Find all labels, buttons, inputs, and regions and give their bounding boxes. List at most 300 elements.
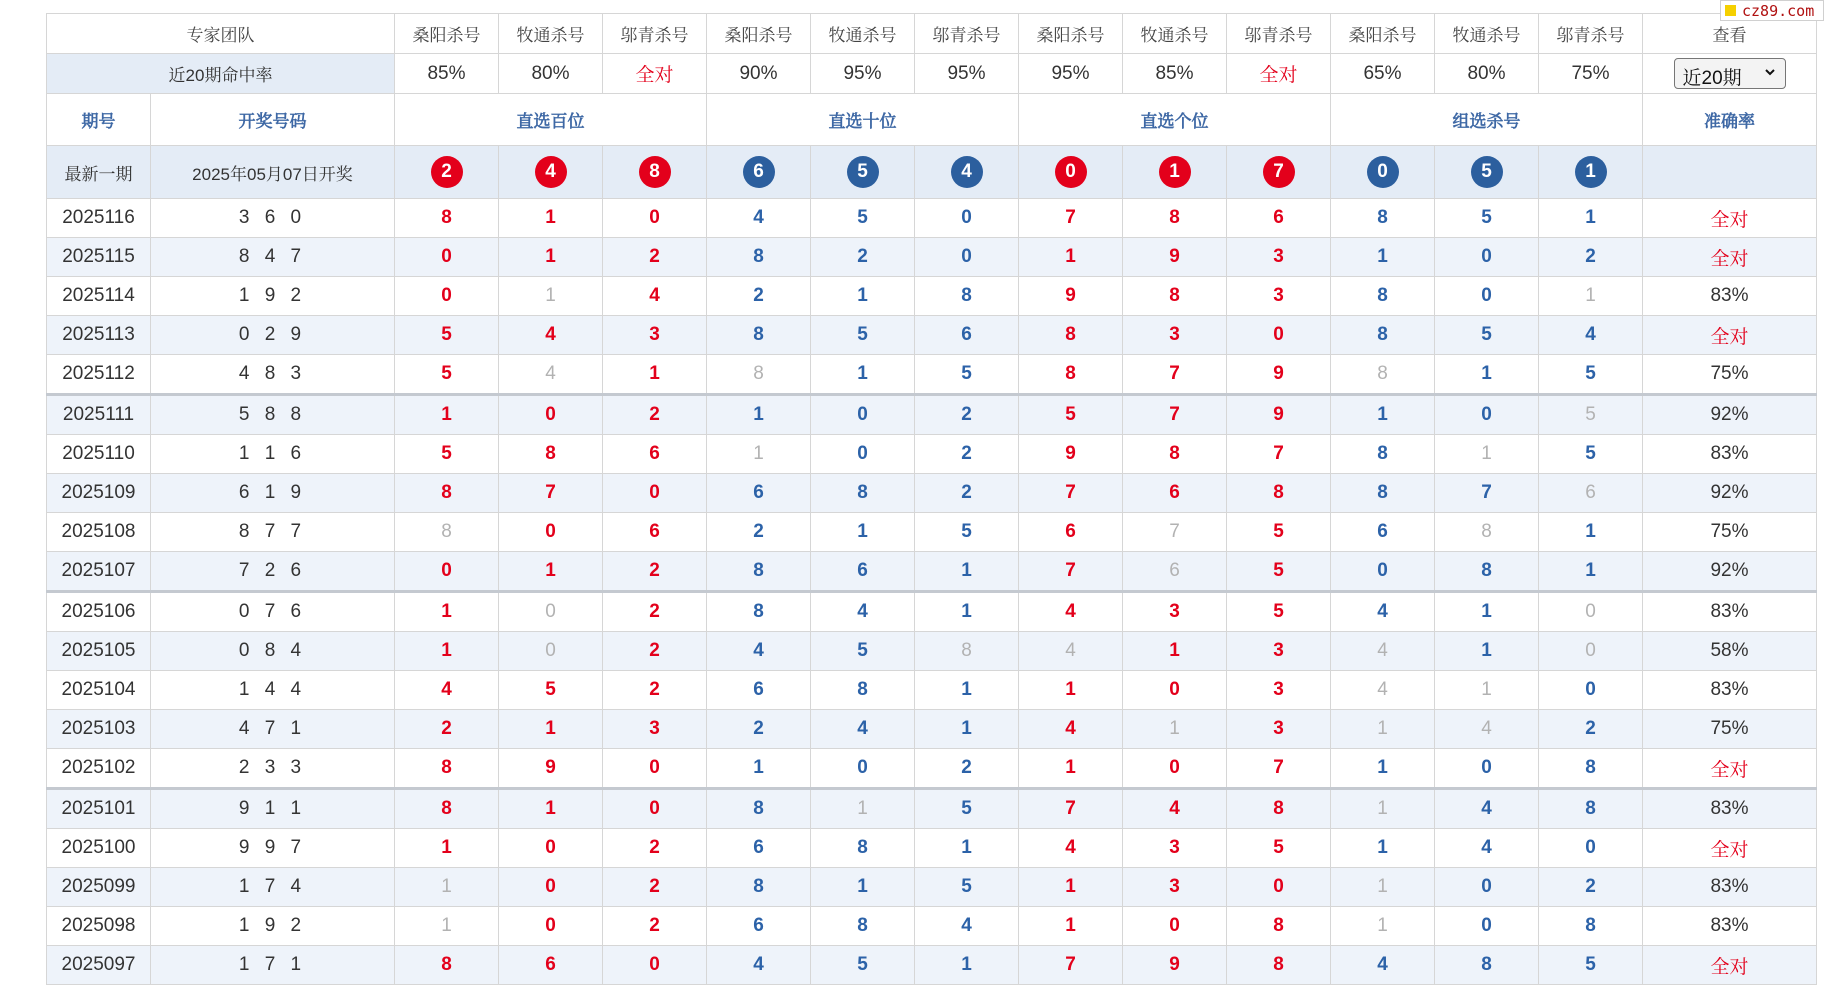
group-header-tens: 直选十位 [707,94,1019,146]
kill-number: 2 [603,592,707,632]
kill-number: 1 [1331,829,1435,868]
expert-name: 牧通杀号 [1435,14,1539,54]
kill-number: 0 [395,277,499,316]
kill-number: 8 [915,632,1019,671]
winning-code: 1 9 2 [151,277,395,316]
kill-number: 1 [499,710,603,749]
kill-number: 1 [707,395,811,435]
kill-number: 8 [395,749,499,789]
kill-number: 2 [1539,710,1643,749]
chevron-down-icon [1763,64,1777,80]
kill-number: 5 [811,946,915,985]
draw-ball: 5 [847,156,879,188]
expert-name: 牧通杀号 [499,14,603,54]
kill-number: 8 [1435,513,1539,552]
kill-number: 5 [1227,513,1331,552]
table-row [47,632,1817,671]
kill-number: 5 [1227,552,1331,592]
kill-number: 1 [1435,671,1539,710]
kill-number: 8 [1539,749,1643,789]
kill-number: 6 [1227,199,1331,238]
kill-number: 3 [1227,238,1331,277]
table-row [47,710,1817,749]
expert-name: 桑阳杀号 [707,14,811,54]
accuracy-column-header: 准确率 [1643,94,1817,146]
kill-number: 1 [1019,749,1123,789]
winning-code: 3 6 0 [151,199,395,238]
logo-square-icon [1725,5,1736,16]
kill-number: 6 [1123,552,1227,592]
kill-number: 5 [499,671,603,710]
accuracy-value: 83% [1643,277,1817,316]
kill-number: 7 [1019,199,1123,238]
kill-number: 1 [1331,868,1435,907]
draw-ball: 4 [951,156,983,188]
issue-number: 2025113 [47,316,151,355]
kill-number: 3 [1123,592,1227,632]
draw-ball: 6 [743,156,775,188]
kill-number: 0 [395,238,499,277]
kill-number: 0 [1123,749,1227,789]
kill-number: 8 [395,513,499,552]
kill-number: 5 [1539,395,1643,435]
kill-number: 6 [1539,474,1643,513]
issue-number: 2025108 [47,513,151,552]
kill-number: 9 [499,749,603,789]
kill-number: 2 [603,552,707,592]
accuracy-value: 58% [1643,632,1817,671]
kill-number: 1 [915,592,1019,632]
kill-number: 8 [707,789,811,829]
kill-number: 4 [499,316,603,355]
issue-number: 2025110 [47,435,151,474]
kill-number: 0 [915,199,1019,238]
kill-number: 5 [915,513,1019,552]
hit-rate: 75% [1539,54,1643,94]
table-row [47,199,1817,238]
accuracy-value: 75% [1643,355,1817,395]
latest-ball-cell [1539,146,1643,199]
kill-number: 6 [1019,513,1123,552]
kill-number: 0 [499,632,603,671]
latest-ball-cell [395,146,499,199]
kill-number: 3 [603,316,707,355]
hit-rate: 65% [1331,54,1435,94]
accuracy-value: 83% [1643,907,1817,946]
winning-code: 4 8 3 [151,355,395,395]
kill-number: 0 [1435,907,1539,946]
kill-number: 8 [1227,946,1331,985]
kill-number: 1 [1019,671,1123,710]
expert-name: 桑阳杀号 [1331,14,1435,54]
kill-number: 1 [811,868,915,907]
kill-number: 1 [915,829,1019,868]
winning-code: 6 1 9 [151,474,395,513]
kill-number: 1 [499,277,603,316]
draw-ball: 1 [1159,156,1191,188]
draw-ball: 4 [535,156,567,188]
kill-number: 7 [1123,395,1227,435]
kill-number: 8 [707,592,811,632]
latest-ball-cell [707,146,811,199]
kill-number: 1 [1331,749,1435,789]
draw-ball: 0 [1055,156,1087,188]
table-row [47,277,1817,316]
kill-number: 1 [395,395,499,435]
kill-number: 3 [1227,710,1331,749]
kill-number: 8 [1331,435,1435,474]
winning-code: 1 1 6 [151,435,395,474]
kill-number: 4 [1019,592,1123,632]
kill-number: 7 [1019,552,1123,592]
kill-number: 8 [915,277,1019,316]
kill-number: 0 [1539,671,1643,710]
kill-number: 0 [1539,632,1643,671]
kill-number: 8 [1539,907,1643,946]
kill-number: 6 [603,513,707,552]
kill-number: 1 [1123,632,1227,671]
kill-number: 0 [811,395,915,435]
kill-number: 8 [707,868,811,907]
kill-number: 1 [707,749,811,789]
accuracy-value: 92% [1643,474,1817,513]
kill-number: 6 [707,907,811,946]
hit-rate: 全对 [1227,54,1331,94]
issue-number: 2025101 [47,789,151,829]
kill-number: 8 [1435,946,1539,985]
kill-number: 1 [1435,355,1539,395]
expert-team-label: 专家团队 [47,14,395,54]
kill-number: 0 [603,474,707,513]
draw-ball: 2 [431,156,463,188]
winning-code: 5 8 8 [151,395,395,435]
kill-number: 9 [1019,277,1123,316]
kill-number: 1 [395,907,499,946]
hit-rate: 90% [707,54,811,94]
kill-number: 8 [1019,355,1123,395]
hit-rate-label: 近20期命中率 [47,54,395,94]
issue-number: 2025111 [47,395,151,435]
expert-name: 邬青杀号 [1539,14,1643,54]
kill-number: 2 [915,749,1019,789]
period-select-value: 近20期 [1682,68,1742,89]
kill-number: 2 [707,513,811,552]
hit-rate: 80% [499,54,603,94]
site-logo[interactable] [1720,0,1824,21]
kill-number: 8 [1331,199,1435,238]
kill-number: 0 [1331,552,1435,592]
hit-rate: 85% [1123,54,1227,94]
kill-number: 1 [1331,395,1435,435]
kill-number: 4 [1435,789,1539,829]
table-row [47,513,1817,552]
kill-number: 4 [1019,710,1123,749]
period-select[interactable] [1674,58,1786,89]
expert-name: 邬青杀号 [1227,14,1331,54]
kill-number: 9 [1227,395,1331,435]
kill-number: 6 [707,474,811,513]
kill-number: 1 [1435,592,1539,632]
kill-number: 8 [707,355,811,395]
accuracy-value: 83% [1643,435,1817,474]
kill-number: 0 [915,238,1019,277]
table-row [47,868,1817,907]
expert-name: 邬青杀号 [603,14,707,54]
kill-number: 0 [603,789,707,829]
kill-number: 1 [1539,552,1643,592]
kill-number: 3 [1123,868,1227,907]
issue-number: 2025116 [47,199,151,238]
draw-ball: 5 [1471,156,1503,188]
hit-rate: 全对 [603,54,707,94]
accuracy-value: 全对 [1643,749,1817,789]
kill-number: 5 [811,632,915,671]
kill-number: 1 [1435,435,1539,474]
kill-number: 1 [915,946,1019,985]
kill-number: 7 [499,474,603,513]
kill-number: 2 [915,435,1019,474]
hit-rate: 95% [915,54,1019,94]
kill-number: 8 [811,671,915,710]
kill-number: 4 [707,946,811,985]
kill-number: 5 [1539,435,1643,474]
hit-rate-row [47,54,1817,94]
kill-number: 4 [707,632,811,671]
issue-number: 2025100 [47,829,151,868]
kill-number: 1 [395,632,499,671]
kill-number: 1 [1331,907,1435,946]
table-row [47,907,1817,946]
kill-number: 8 [395,474,499,513]
kill-number: 4 [1435,829,1539,868]
kill-number: 7 [1227,749,1331,789]
issue-number: 2025098 [47,907,151,946]
kill-number: 1 [811,355,915,395]
kill-number: 8 [1227,789,1331,829]
kill-number: 6 [707,671,811,710]
latest-empty-cell [1643,146,1817,199]
kill-number: 6 [915,316,1019,355]
issue-number: 2025114 [47,277,151,316]
kill-number: 8 [1123,435,1227,474]
kill-number: 5 [811,199,915,238]
kill-number: 1 [1435,632,1539,671]
kill-number: 1 [811,513,915,552]
kill-number: 1 [499,552,603,592]
kill-number: 0 [1435,277,1539,316]
winning-code: 1 7 1 [151,946,395,985]
expert-name: 牧通杀号 [1123,14,1227,54]
winning-code: 1 9 2 [151,907,395,946]
kill-number: 7 [1019,946,1123,985]
kill-number: 2 [1539,238,1643,277]
kill-number: 8 [1331,316,1435,355]
kill-number: 0 [603,946,707,985]
kill-number: 2 [603,671,707,710]
accuracy-value: 83% [1643,592,1817,632]
kill-number: 4 [1435,710,1539,749]
kill-number: 8 [1019,316,1123,355]
winning-code: 0 7 6 [151,592,395,632]
kill-number: 1 [395,829,499,868]
kill-number: 0 [395,552,499,592]
kill-number: 0 [499,513,603,552]
kill-number: 8 [1331,474,1435,513]
kill-number: 0 [1435,868,1539,907]
kill-number: 1 [1539,199,1643,238]
kill-number: 6 [811,552,915,592]
kill-number: 8 [1331,355,1435,395]
winning-code: 8 7 7 [151,513,395,552]
draw-ball: 1 [1575,156,1607,188]
issue-number: 2025103 [47,710,151,749]
kill-number: 5 [395,316,499,355]
hit-rate: 80% [1435,54,1539,94]
kill-number: 8 [395,199,499,238]
kill-number: 7 [1123,355,1227,395]
kill-number: 2 [707,710,811,749]
draw-ball: 8 [639,156,671,188]
kill-number: 8 [811,474,915,513]
accuracy-value: 92% [1643,552,1817,592]
latest-ball-cell [811,146,915,199]
kill-number: 4 [1019,829,1123,868]
kill-number: 2 [603,632,707,671]
kill-number: 1 [915,671,1019,710]
kill-number: 5 [395,355,499,395]
kill-number: 8 [395,789,499,829]
table-row [47,316,1817,355]
issue-number: 2025115 [47,238,151,277]
issue-number: 2025102 [47,749,151,789]
kill-number: 1 [707,435,811,474]
expert-name: 邬青杀号 [915,14,1019,54]
kill-number: 2 [603,907,707,946]
kill-number: 1 [1019,868,1123,907]
kill-number: 1 [395,592,499,632]
kill-number: 2 [603,868,707,907]
kill-number: 6 [1331,513,1435,552]
kill-number: 1 [1123,710,1227,749]
winning-code: 1 7 4 [151,868,395,907]
latest-ball-cell [603,146,707,199]
kill-number: 3 [1123,829,1227,868]
group-header-group-kill: 组选杀号 [1331,94,1643,146]
kill-number: 5 [1539,355,1643,395]
latest-ball-cell [1227,146,1331,199]
winning-code: 9 1 1 [151,789,395,829]
kill-number: 6 [707,829,811,868]
code-column-header: 开奖号码 [151,94,395,146]
draw-ball: 7 [1263,156,1295,188]
winning-code: 7 2 6 [151,552,395,592]
kill-number: 9 [1227,355,1331,395]
kill-number: 0 [1539,592,1643,632]
kill-number: 0 [499,868,603,907]
issue-number: 2025109 [47,474,151,513]
kill-number: 5 [1435,316,1539,355]
kill-number: 4 [1331,946,1435,985]
kill-number: 2 [603,395,707,435]
issue-number: 2025106 [47,592,151,632]
kill-number: 2 [603,238,707,277]
issue-number: 2025104 [47,671,151,710]
view-label: 查看 [1643,14,1817,54]
latest-draw-row [47,146,1817,199]
kill-number: 8 [1123,199,1227,238]
kill-number: 0 [1227,316,1331,355]
kill-number: 9 [1123,946,1227,985]
kill-number: 2 [1539,868,1643,907]
kill-number: 1 [1331,710,1435,749]
table-row [47,671,1817,710]
accuracy-value: 75% [1643,710,1817,749]
winning-code: 1 4 4 [151,671,395,710]
expert-name: 桑阳杀号 [1019,14,1123,54]
kill-number: 7 [1123,513,1227,552]
kill-number: 4 [707,199,811,238]
kill-number: 8 [499,435,603,474]
kill-number: 1 [1331,238,1435,277]
kill-number: 2 [915,395,1019,435]
kill-number: 8 [1331,277,1435,316]
kill-number: 5 [1227,592,1331,632]
kill-number: 3 [603,710,707,749]
group-header-units: 直选个位 [1019,94,1331,146]
table-row [47,474,1817,513]
kill-number: 8 [811,829,915,868]
kill-number: 8 [395,946,499,985]
kill-number: 8 [1539,789,1643,829]
kill-number: 1 [1539,513,1643,552]
table-row [47,435,1817,474]
kill-number: 4 [1539,316,1643,355]
accuracy-value: 83% [1643,868,1817,907]
kill-number: 7 [1019,789,1123,829]
winning-code: 4 7 1 [151,710,395,749]
issue-number: 2025107 [47,552,151,592]
kill-number: 4 [811,592,915,632]
kill-number: 5 [395,435,499,474]
kill-number: 1 [1019,238,1123,277]
group-header-hundreds: 直选百位 [395,94,707,146]
table-row [47,829,1817,868]
kill-number: 5 [1435,199,1539,238]
kill-number: 7 [1227,435,1331,474]
hit-rate: 95% [1019,54,1123,94]
latest-ball-cell [1123,146,1227,199]
winning-code: 0 8 4 [151,632,395,671]
kill-number: 8 [707,552,811,592]
kill-number: 8 [811,907,915,946]
kill-number: 0 [1123,907,1227,946]
kill-number: 5 [915,789,1019,829]
issue-number: 2025105 [47,632,151,671]
table-row [47,789,1817,829]
kill-number: 3 [1227,632,1331,671]
kill-number: 3 [1227,277,1331,316]
kill-number: 0 [603,749,707,789]
kill-number: 1 [499,238,603,277]
kill-number: 5 [915,868,1019,907]
hit-rate: 95% [811,54,915,94]
latest-date: 2025年05月07日开奖 [151,146,395,199]
kill-number: 4 [1123,789,1227,829]
issue-column-header: 期号 [47,94,151,146]
kill-number-table [46,13,1817,985]
latest-ball-cell [1331,146,1435,199]
latest-ball-cell [1435,146,1539,199]
